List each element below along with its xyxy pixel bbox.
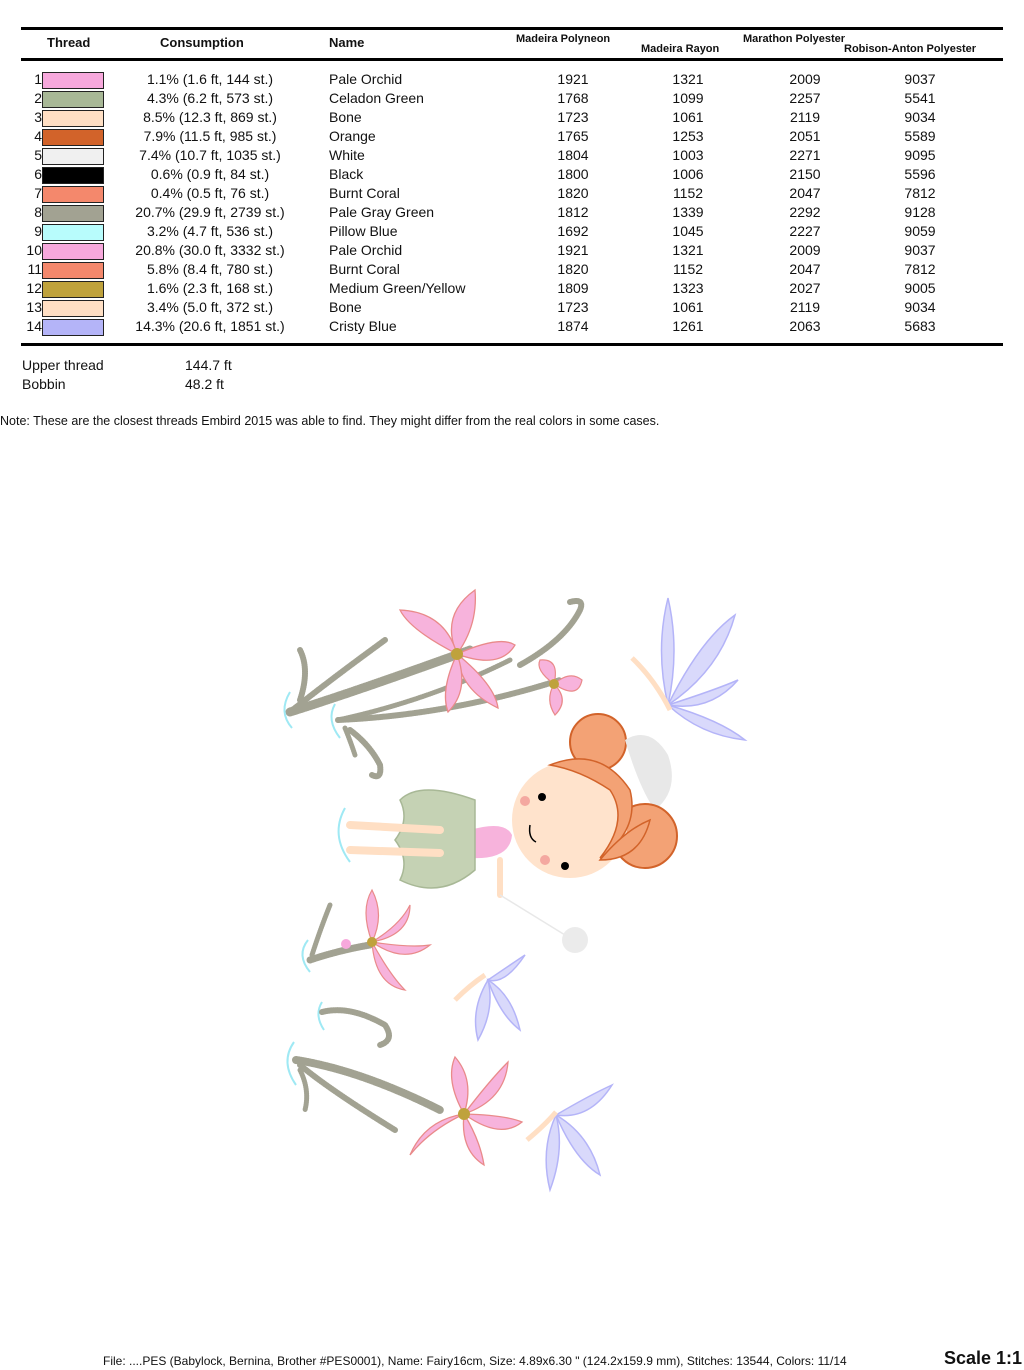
marathon-code: 2009 — [789, 242, 821, 258]
thread-number: 8 — [34, 204, 42, 220]
header-madeira-rayon: Madeira Rayon — [641, 43, 720, 55]
madeira-rayon-code: 1323 — [672, 280, 704, 296]
thread-number: 5 — [34, 147, 42, 163]
table-row — [0, 203, 1024, 222]
marathon-code: 2292 — [789, 204, 821, 220]
marathon-code: 2119 — [789, 109, 821, 125]
thread-consumption: 7.4% (10.7 ft, 1035 st.) — [139, 147, 281, 163]
marathon-code: 2257 — [789, 90, 821, 106]
thread-number: 11 — [27, 261, 42, 277]
marathon-code: 2271 — [789, 147, 821, 163]
thread-number: 9 — [34, 223, 42, 239]
thread-consumption: 14.3% (20.6 ft, 1851 st.) — [135, 318, 285, 334]
thread-consumption: 5.8% (8.4 ft, 780 st.) — [146, 261, 274, 277]
scale-label: Scale 1:1 — [944, 1348, 1023, 1368]
thread-consumption: 3.2% (4.7 ft, 536 st.) — [146, 223, 274, 239]
thread-name: Bone — [329, 299, 362, 315]
madeira-polyneon-code: 1800 — [557, 166, 589, 182]
table-row — [0, 241, 1024, 260]
madeira-polyneon-code: 1692 — [557, 223, 589, 239]
marathon-code: 2047 — [789, 185, 821, 201]
color-swatch — [42, 186, 104, 203]
madeira-polyneon-code: 1921 — [557, 71, 589, 87]
thread-number: 7 — [34, 185, 42, 201]
robison-anton-code: 9128 — [904, 204, 936, 220]
embroidery-design-preview — [270, 580, 760, 1200]
marathon-code: 2009 — [789, 71, 821, 87]
header-name: Name — [329, 35, 365, 50]
thread-consumption: 1.1% (1.6 ft, 144 st.) — [146, 71, 274, 87]
fairy-girl — [350, 714, 677, 953]
table-row — [0, 222, 1024, 241]
thread-name: Black — [329, 166, 364, 182]
dragonfly-top — [632, 598, 745, 740]
thread-number: 10 — [26, 242, 42, 258]
thread-name: Pillow Blue — [329, 223, 398, 239]
header-marathon-polyester: Marathon Polyester — [743, 33, 846, 45]
pink-flower-bottom — [410, 1057, 522, 1165]
thread-number: 1 — [34, 71, 42, 87]
table-row — [0, 89, 1024, 108]
thread-name: Burnt Coral — [329, 185, 400, 201]
file-info: File: ....PES (Babylock, Bernina, Brother #PES0001), Name: Fairy16cm, Size: 4.89x6.30 " (124.2x159.9 mm), Stitches: 13544, Colors: 11/14 — [103, 1354, 847, 1368]
thread-consumption: 0.4% (0.5 ft, 76 st.) — [150, 185, 270, 201]
thread-name: Cristy Blue — [329, 318, 397, 334]
thread-name: Celadon Green — [329, 90, 424, 106]
madeira-rayon-code: 1006 — [672, 166, 704, 182]
color-swatch — [42, 319, 104, 336]
table-row — [0, 298, 1024, 317]
thread-name: Bone — [329, 109, 362, 125]
dragonfly-bottom — [527, 1085, 612, 1190]
thread-consumption: 4.3% (6.2 ft, 573 st.) — [146, 90, 274, 106]
table-row — [0, 184, 1024, 203]
robison-anton-code: 9037 — [904, 71, 936, 87]
color-swatch — [42, 148, 104, 165]
table-row — [0, 317, 1024, 336]
color-swatch — [42, 167, 104, 184]
pink-flower-top — [400, 590, 515, 712]
madeira-polyneon-code: 1804 — [557, 147, 589, 163]
thread-number: 14 — [26, 318, 42, 334]
madeira-rayon-code: 1321 — [672, 242, 704, 258]
thread-name: White — [329, 147, 365, 163]
header-robison-anton-polyester: Robison-Anton Polyester — [844, 43, 977, 55]
thread-name: Pale Gray Green — [329, 204, 435, 220]
madeira-polyneon-code: 1812 — [557, 204, 589, 220]
robison-anton-code: 5683 — [904, 318, 936, 334]
color-swatch — [42, 110, 104, 127]
robison-anton-code: 5541 — [904, 90, 936, 106]
table-header-rule — [21, 58, 1003, 61]
madeira-polyneon-code: 1874 — [557, 318, 589, 334]
madeira-polyneon-code: 1921 — [557, 242, 589, 258]
color-swatch — [42, 224, 104, 241]
dragonfly-middle — [455, 955, 525, 1040]
robison-anton-code: 9059 — [904, 223, 936, 239]
marathon-code: 2227 — [789, 223, 821, 239]
robison-anton-code: 9034 — [904, 299, 936, 315]
marathon-code: 2051 — [789, 128, 821, 144]
robison-anton-code: 9034 — [904, 109, 936, 125]
gray-green-stems-middle — [296, 905, 440, 1130]
thread-number: 2 — [34, 90, 42, 106]
thread-consumption: 1.6% (2.3 ft, 168 st.) — [146, 280, 274, 296]
thread-number: 13 — [26, 299, 42, 315]
robison-anton-code: 9037 — [904, 242, 936, 258]
madeira-rayon-code: 1003 — [672, 147, 704, 163]
pink-flower-middle — [341, 890, 430, 990]
thread-match-note: Note: These are the closest threads Embird 2015 was able to find. They might differ from the real colors in some cases. — [0, 414, 660, 428]
color-swatch — [42, 243, 104, 260]
thread-number: 4 — [34, 128, 42, 144]
madeira-polyneon-code: 1723 — [557, 299, 589, 315]
madeira-rayon-code: 1152 — [672, 261, 704, 277]
marathon-code: 2027 — [789, 280, 821, 296]
madeira-rayon-code: 1253 — [672, 128, 704, 144]
header-thread: Thread — [47, 35, 91, 50]
table-top-rule — [21, 27, 1003, 30]
thread-consumption: 20.8% (30.0 ft, 3332 st.) — [135, 242, 285, 258]
robison-anton-code: 9095 — [904, 147, 936, 163]
madeira-rayon-code: 1061 — [672, 109, 704, 125]
robison-anton-code: 7812 — [904, 261, 936, 277]
robison-anton-code: 9005 — [904, 280, 936, 296]
pillow-blue-rings — [284, 692, 350, 1085]
madeira-polyneon-code: 1723 — [557, 109, 589, 125]
madeira-rayon-code: 1152 — [672, 185, 704, 201]
thread-consumption: 8.5% (12.3 ft, 869 st.) — [143, 109, 277, 125]
color-swatch — [42, 281, 104, 298]
header-madeira-polyneon: Madeira Polyneon — [516, 33, 611, 45]
madeira-rayon-code: 1061 — [672, 299, 704, 315]
madeira-rayon-code: 1099 — [672, 90, 704, 106]
thread-number: 6 — [34, 166, 42, 182]
marathon-code: 2047 — [789, 261, 821, 277]
table-row — [0, 108, 1024, 127]
thread-name: Burnt Coral — [329, 261, 400, 277]
color-swatch — [42, 91, 104, 108]
madeira-polyneon-code: 1765 — [557, 128, 589, 144]
table-row — [0, 260, 1024, 279]
thread-consumption: 3.4% (5.0 ft, 372 st.) — [146, 299, 274, 315]
table-row — [0, 165, 1024, 184]
madeira-rayon-code: 1261 — [672, 318, 704, 334]
madeira-rayon-code: 1045 — [672, 223, 704, 239]
upper-thread-value: 144.7 ft — [185, 357, 232, 373]
table-bottom-rule — [21, 343, 1003, 346]
thread-name: Pale Orchid — [329, 71, 403, 87]
thread-consumption: 0.6% (0.9 ft, 84 st.) — [150, 166, 270, 182]
marathon-code: 2063 — [789, 318, 821, 334]
color-swatch — [42, 129, 104, 146]
color-swatch — [42, 72, 104, 89]
table-row — [0, 279, 1024, 298]
color-swatch — [42, 262, 104, 279]
thread-consumption: 7.9% (11.5 ft, 985 st.) — [143, 128, 277, 144]
madeira-polyneon-code: 1820 — [557, 261, 589, 277]
madeira-rayon-code: 1321 — [672, 71, 704, 87]
madeira-polyneon-code: 1820 — [557, 185, 589, 201]
table-row — [0, 146, 1024, 165]
robison-anton-code: 5596 — [904, 166, 936, 182]
thread-consumption: 20.7% (29.9 ft, 2739 st.) — [135, 204, 285, 220]
upper-thread-label: Upper thread — [22, 357, 104, 373]
color-swatch — [42, 205, 104, 222]
madeira-polyneon-code: 1809 — [557, 280, 589, 296]
thread-name: Orange — [329, 128, 376, 144]
bobbin-value: 48.2 ft — [185, 376, 224, 392]
robison-anton-code: 7812 — [904, 185, 936, 201]
thread-name: Pale Orchid — [329, 242, 403, 258]
table-row — [0, 127, 1024, 146]
thread-number: 3 — [34, 109, 42, 125]
madeira-polyneon-code: 1768 — [557, 90, 589, 106]
thread-number: 12 — [26, 280, 42, 296]
marathon-code: 2150 — [789, 166, 821, 182]
madeira-rayon-code: 1339 — [672, 204, 704, 220]
thread-name: Medium Green/Yellow — [329, 280, 466, 296]
bobbin-label: Bobbin — [22, 376, 66, 392]
marathon-code: 2119 — [789, 299, 821, 315]
table-row — [0, 70, 1024, 89]
robison-anton-code: 5589 — [904, 128, 936, 144]
color-swatch — [42, 300, 104, 317]
header-consumption: Consumption — [160, 35, 244, 50]
